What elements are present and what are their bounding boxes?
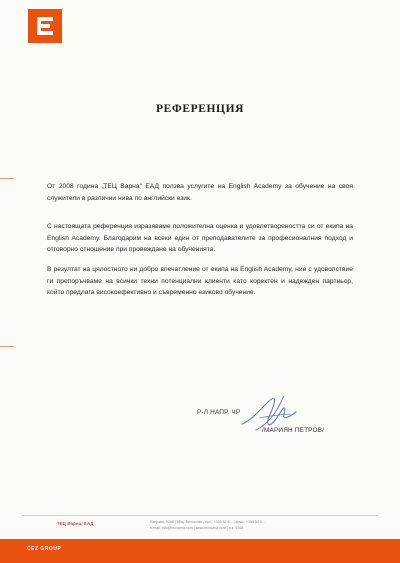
paragraph-intro: От 2008 година „ТЕЦ Варна“ ЕАД ползва услугите на English Academy за обучение на своя служители в различни нива по английски език. bbox=[47, 183, 353, 202]
footer-contact-line: Езерово, 9168 | общ. Белослав | тел.: +359 52 6... | факс: +359 52 6... bbox=[150, 520, 265, 524]
margin-fold-mark bbox=[0, 178, 14, 179]
paragraph-recommendation: В резултат на цялостното ни добро впечатление от екипа на English Academy, ние с удоволствие ги препоръчваме на всички техни потенциални клиенти като коректен и надежден партньор, който предлага високоефективно и съвременно езиково обучение. bbox=[47, 266, 353, 297]
footer-company-name: ТЕЦ Варна, ЕАД bbox=[57, 521, 94, 526]
signatory-position: Р-Л НАПР. ЧР bbox=[197, 409, 241, 416]
brand-group-label: CEZ GROUP bbox=[27, 546, 62, 552]
signatory-name: /МАРИЯН ПЕТРОВ/ bbox=[262, 427, 325, 434]
footer-contact-line: e-mail: info@tecvarna.com | www.tecvarna.com | п.к. 9168 bbox=[150, 526, 244, 531]
cez-logo-icon bbox=[28, 9, 62, 43]
document-title: РЕФЕРЕНЦИЯ bbox=[155, 103, 245, 115]
handwritten-signature bbox=[238, 390, 304, 440]
footer-contact-details bbox=[150, 519, 360, 531]
margin-fold-mark bbox=[0, 346, 14, 347]
paragraph-assessment: С настоящата референция изразяваме положителна оценка и удовлетвореността си от екипа на English Academy. Благодарим на всеки един от преподавателите за професионалния подход и отговорно отношение при провеждане на обученията. bbox=[47, 223, 353, 254]
footer-divider bbox=[22, 515, 378, 516]
